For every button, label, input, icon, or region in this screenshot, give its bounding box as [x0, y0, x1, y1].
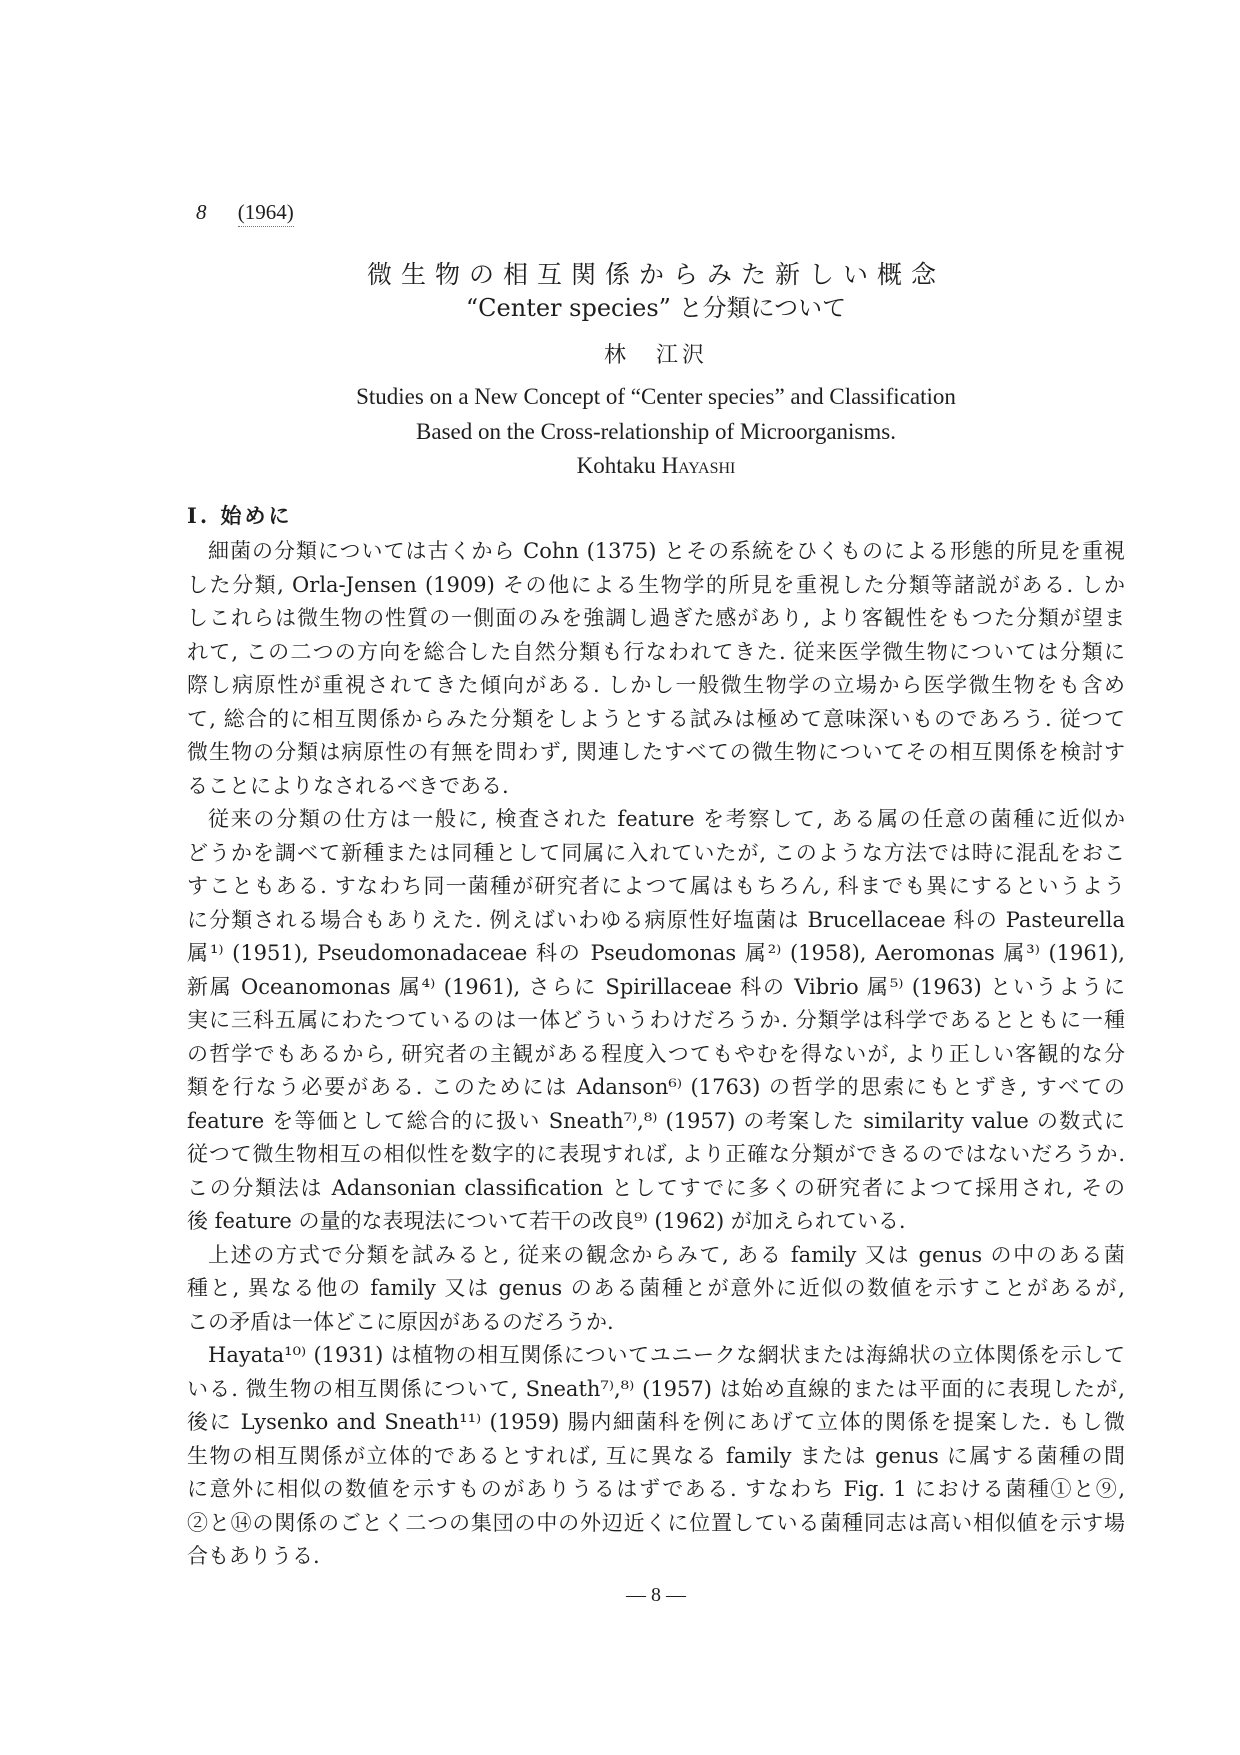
text-line: 後 feature の量的な表現法について若干の改良⁹⁾ (1962) が加えられている. — [187, 1209, 906, 1233]
text-line: 従つて微生物相互の相似性を数字的に表現すれば, より正確な分類ができるのではないだろうか. — [187, 1142, 1125, 1166]
paragraph — [187, 803, 1125, 1239]
english-title-line-2: Based on the Cross-relationship of Microorganisms. — [416, 419, 896, 444]
author-family-name: Hayashi — [661, 453, 736, 478]
text-line: 生物の相互関係が立体的であるとすれば, 互に異なる family または genus に属する菌種の間 — [187, 1443, 1125, 1468]
text-line: feature を等価として総合的に扱い Sneath⁷⁾,⁸⁾ (1957) の考案した similarity value の数式に — [187, 1108, 1125, 1133]
text-line: 類を行なう必要がある. このためには Adanson⁶⁾ (1763) の哲学的思索にもとずき, すべての — [187, 1075, 1125, 1099]
text-line: 合もありうる. — [187, 1544, 320, 1568]
text-line: ②と⑭の関係のごとく二つの集団の中の外辺近くに位置している菌種同志は高い相似値を示す場 — [187, 1510, 1125, 1535]
text-line: 従来の分類の仕方は一般に, 検査された feature を考察して, ある属の任意の菌種に近似か — [208, 807, 1125, 831]
paragraph — [187, 1339, 1125, 1574]
text-line: 上述の方式で分類を試みると, 従来の観念からみて, ある family 又は genus の中のある菌 — [208, 1242, 1125, 1267]
text-line: 実に三科五属にわたつているのは一体どういうわけだろうか. 分類学は科学であるとともに一種 — [187, 1008, 1125, 1032]
text-line: れて, この二つの方向を総合した自然分類も行なわれてきた. 従来医学微生物については分類に — [187, 639, 1125, 664]
english-author — [0, 453, 1240, 479]
text-line: いる. 微生物の相互関係について, Sneath⁷⁾,⁸⁾ (1957) は始め直線的または平面的に表現したが, — [187, 1376, 1125, 1401]
japanese-title-line-1: 微生物の相互関係からみた新しい概念 — [366, 260, 945, 289]
text-line: に分類される場合もありえた. 例えばいわゆる病原性好塩菌は Brucellaceae 科の Pasteurella — [187, 907, 1125, 932]
text-line: 新属 Oceanomonas 属⁴⁾ (1961), さらに Spirillaceae 科の Vibrio 属⁵⁾ (1963) というように — [187, 974, 1125, 999]
page-number: 8 — [196, 200, 207, 224]
text-line: すこともある. すなわち同一菌種が研究者によつて属はもちろん, 科までも異にするというよう — [187, 874, 1125, 898]
page-footer-number: — 8 — — [626, 1584, 686, 1606]
english-title-line-1: Studies on a New Concept of “Center species” and Classification — [356, 384, 956, 409]
paragraph — [187, 535, 1125, 803]
japanese-author: 林 江沢 — [603, 343, 708, 368]
text-line: 属¹⁾ (1951), Pseudomonadaceae 科の Pseudomonas 属²⁾ (1958), Aeromonas 属³⁾ (1961), — [187, 941, 1125, 965]
text-line: した分類, Orla-Jensen (1909) その他による生物学的所見を重視した分類等諸説がある. しか — [187, 572, 1125, 597]
text-line: て, 総合的に相互関係からみた分類をしようとする試みは極めて意味深いものであろう. 従つて — [187, 706, 1125, 731]
paragraph — [187, 1239, 1125, 1340]
text-line: しこれらは微生物の性質の一側面のみを強調し過ぎた感があり, より客観性をもつた分類が望ま — [187, 606, 1125, 630]
text-line: 微生物の分類は病原性の有無を問わず, 関連したすべての微生物についてその相互関係を検討す — [187, 740, 1125, 764]
text-line: この分類法は Adansonian classification としてすでに多くの研究者によつて採用され, その — [187, 1175, 1125, 1200]
text-line: 種と, 異なる他の family 又は genus のある菌種とが意外に近似の数値を示すことがあるが, — [187, 1276, 1125, 1300]
body-text — [187, 535, 1125, 1574]
text-line: 細菌の分類については古くから Cohn (1375) とその系統をひくものによる形態的所見を重視 — [208, 539, 1125, 563]
section-heading: I. 始めに — [187, 503, 293, 528]
text-line: Hayata¹⁰⁾ (1931) は植物の相互関係についてユニークな網状または海綿状の立体関係を示して — [208, 1343, 1125, 1367]
text-line: の哲学でもあるから, 研究者の主観がある程度入つてもやむを得ないが, より正しい客観的な分 — [187, 1041, 1125, 1066]
text-line: に意外に相似の数値を示すものがありうるはずである. すなわち Fig. 1 における菌種①と⑨, — [187, 1477, 1125, 1501]
author-given-name: Kohtaku — [576, 453, 656, 478]
text-line: ることによりなされるべきである. — [187, 773, 509, 798]
publication-year: (1964) — [238, 200, 294, 227]
running-head — [196, 200, 294, 225]
text-line: 際し病原性が重視されてきた傾向がある. しかし一般微生物学の立場から医学微生物をも含め — [187, 673, 1125, 697]
text-line: この矛盾は一体どこに原因があるのだろうか. — [187, 1309, 614, 1334]
text-line: どうかを調べて新種または同種として同属に入れていたが, このような方法では時に混乱をおこ — [187, 840, 1125, 865]
text-line: 後に Lysenko and Sneath¹¹⁾ (1959) 腸内細菌科を例にあげて立体的関係を提案した. もし微 — [187, 1410, 1125, 1434]
japanese-title-line-2: “Center species” と分類について — [465, 294, 847, 322]
